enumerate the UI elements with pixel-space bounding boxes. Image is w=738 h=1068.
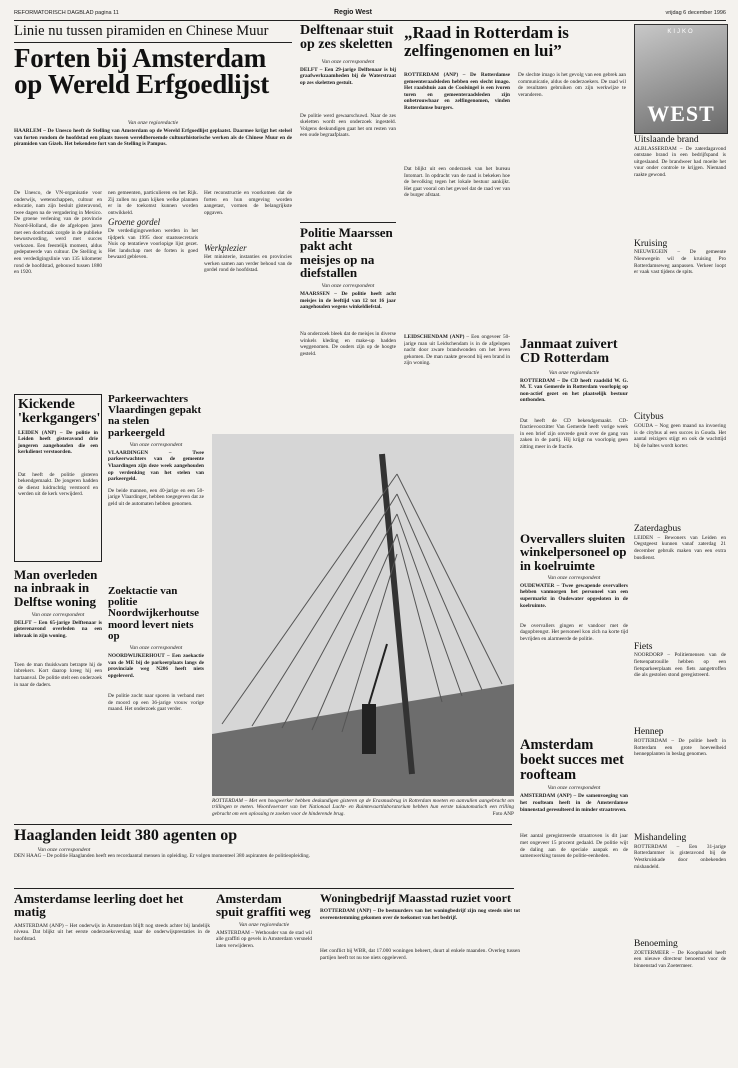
brief-8-body: ZOETERMEER – De Koophandel heeft een nieuwe directeur benoemd voor de binnenstad van Zoetermeer. — [634, 949, 726, 969]
graffiti-byline: Van onze regioredactie — [238, 921, 290, 928]
brief-1-body: ALBLASSERDAM – De zaterdagavond ontstane brand in een bedrijfspand is uitgeslaand. De brandweer had moeite het vuur onder controle te krijgen. Niemand raakte gewond. — [634, 145, 726, 179]
header-section: Regio West — [334, 9, 372, 16]
woning-lead: ROTTERDAM (ANP) – De bestuurders van het woningbedrijf zijn nog steeds niet tot overeenstemming gekomen over de toekomst van het bedrijf. — [320, 908, 520, 921]
janmaat-body: Dat heeft de CD bekendgemaakt. CD-fractievoorzitter Van Gemerde heeft vorige week in een brief zijn onvrede geuit over de gang van zaken in de partij. Hij krijgt nu voorlopig geen zitting meer in de fractie. — [520, 417, 628, 450]
main-byline: Van onze regioredactie — [127, 120, 179, 126]
photo-caption-text: ROTTERDAM – Met een hoogwerker hebben deskundigen gisteren op de Erasmusbrug in Rotterdam moeten en aanvullen aangebracht om trillingen te meten. Woordvoerster van het Nationaal Lucht- en Ruimtevaartlaboratorium hebben hun eerste tuiautomatisch een trilling gebracht om een oplossing te zoeken voor de hinderende brug. — [212, 798, 514, 817]
delft-body: De politie werd gewaarschuwd. Naar de zes skeletten wordt een onderzoek ingesteld. Volgens deskundigen gaat het om resten van een oude begraafplaats. — [300, 112, 396, 139]
right-column — [634, 136, 726, 1056]
main-headline: Forten bij Amsterdam op Wereld Erfgoedlijst — [14, 43, 269, 99]
story-zoek — [108, 586, 204, 818]
delft-lead: DELFT – Een 29-jarige Delftenaar is bij graafwerkzaamheden bij de Waterstraat op zes skeletten gestuit. — [300, 66, 396, 86]
leerling-headline: Amsterdamse leerling doet het matig — [14, 891, 184, 920]
kicker: Linie nu tussen piramiden en Chinese Muur — [14, 23, 269, 39]
story-maarssen — [300, 226, 396, 426]
photo-credit: Foto ANP — [492, 810, 514, 817]
zoek-body: De politie zocht naar sporen in verband met de moord op een 36-jarige vrouw vorige maand. Het onderzoek gaat verder. — [108, 693, 204, 713]
raad-headline: „Raad in Rotterdam is zelfingenomen en lui” — [404, 23, 569, 60]
main-col3: Het reconstructie en voorkomen dat de forten en hun omgeving worden aangetast, vormen de belangrijkste opgaven. — [204, 190, 292, 216]
zoek-byline: Van onze correspondent — [129, 645, 183, 652]
parkeer-byline: Van onze correspondent — [129, 441, 183, 448]
graffiti-headline: Amsterdam spuit graffiti weg — [216, 891, 311, 920]
brief-7-body: ROTTERDAM – Een 31-jarige Rotterdammer is gisteravond bij de Westkruiskade door onbekenden mishandeld. — [634, 843, 726, 870]
amsterdam-headline: Amsterdam boekt succes met roofteam — [520, 737, 624, 783]
brief-7-head: Mishandeling — [634, 833, 687, 844]
brief-5-head: Fiets — [634, 641, 653, 652]
overvallers-byline: Van onze correspondent — [547, 574, 601, 581]
haaglanden-headline: Haaglanden leidt 380 agenten op — [14, 827, 238, 844]
brief-4-head: Zaterdagbus — [634, 524, 681, 535]
logo — [634, 24, 728, 134]
story-kickende — [14, 394, 102, 562]
story-overvallers — [520, 532, 628, 728]
haaglanden-byline: Van onze correspondent — [37, 847, 91, 854]
inbraak-body: Toen de man thuiskwam betrapte hij de inbrekers. Kort daarop kreeg hij een hartaanval. De politie stelt een onderzoek in naar de daders. — [14, 661, 102, 688]
bridge-illustration — [212, 434, 514, 796]
story-raad — [404, 24, 626, 344]
graffiti-body: AMSTERDAM – Wethouder van de stad wil alle graffiti op gevels in Amsterdam versneld laten verwijderen. — [216, 929, 312, 949]
brief-6-body: ROTTERDAM – De politie heeft in Rotterdam een grote hoeveelheid hennepplanten in beslag genomen. — [634, 738, 726, 758]
brief-4-body: LEIDEN – Bewoners van Leiden en Oegstgeest kunnen vanaf zaterdag 21 december gebruik maken van een extra busdienst. — [634, 534, 726, 561]
header-date: vrijdag 6 december 1996 — [665, 10, 726, 16]
story-leerling — [14, 892, 210, 1052]
logo-label: KIJKO — [667, 29, 695, 35]
zoek-lead: NOORDWIJKERHOUT – Een zoekactie van de ME bij de parkeerplaats langs de provinciale weg N206 heeft niets opgeleverd. — [108, 653, 204, 679]
parkeer-headline: Parkeerwachters Vlaardingen gepakt na stelen parkeergeld — [108, 393, 202, 439]
woning-headline: Woningbedrijf Maasstad ruziet voort — [320, 891, 511, 905]
overvallers-body: De overvallers gingen er vandoor met de dagopbrengst. Het personeel kon zich na korte tijd bevrijden en alarmeerde de politie. — [520, 622, 628, 642]
raad-body: Dat blijkt uit een onderzoek van het bureau Intomart. In opdracht van de raad is bekeken hoe de bevolking tegen het lokale bestuur aankijkt. Het gaat vooral om het gevoel dat de raad ver van de burger afstaat. — [404, 166, 510, 199]
janmaat-byline: Van onze regioredactie — [548, 369, 600, 376]
story-parkeer — [108, 394, 204, 580]
inbraak-lead: DELFT – Een 65-jarige Delftenaar is gisterenavond overleden na een inbraak in zijn woning. — [14, 619, 102, 639]
maarssen-byline: Van onze correspondent — [321, 283, 375, 289]
zoek-headline: Zoektactie van politie Noordwijkerhoutse moord levert niets op — [108, 585, 200, 642]
story-janmaat — [520, 338, 628, 518]
main-story — [14, 24, 292, 426]
kickende-headline: Kickende 'kerkgangers' — [18, 397, 101, 427]
brief-6-head: Hennep — [634, 727, 664, 738]
story-delftenaar — [300, 24, 396, 220]
amsterdam-byline: Van onze correspondent — [547, 785, 601, 792]
story-leidschendam — [404, 334, 510, 394]
raad-lead: ROTTERDAM (ANP) – De Rotterdamse gemeenteraadsleden hebben een slecht imago. Het raadshuis aan de Coolsingel is een ivoren toren en gemeenteraadsleden zijn onbetrouwbaar en zelfingenomen, vinden Rotterdamse burgers. — [404, 72, 510, 111]
janmaat-lead: ROTTERDAM – De CD heeft raadslid W. G. M. T. van Gemerde in Rotterdam voorlopig op non-actief gezet en het plaatselijk bestuur ontbonden. — [520, 377, 628, 404]
delft-headline: Delftenaar stuit op zes skeletten — [300, 23, 394, 53]
main-sub2: Werkplezier — [204, 243, 247, 253]
brief-1-head: Uitslaande brand — [634, 135, 699, 145]
story-graffiti — [216, 892, 312, 1052]
woning-body: Het conflict bij WBR, dat 17.000 woningen beheert, duurt al enkele maanden. Overleg tussen partijen heeft tot nu toe niets opgeleverd. — [320, 948, 520, 961]
maarssen-headline: Politie Maarssen pakt acht meisjes op na diefstallen — [300, 225, 393, 280]
inbraak-headline: Man overleden na inbraak in Delftse woning — [14, 567, 98, 609]
main-col2: nen gemeenten, particulieren en het Rijk. Zij zullen nu gaan kijken welke plannen er in de toekomst kunnen worden ontwikkeld. — [108, 190, 198, 216]
main-lead: HAARLEM – De Unesco heeft de Stelling van Amsterdam op de Wereld Erfgoedlijst geplaatst. Daarmee krijgt het stelsel van forten rondom de hoofdstad een plaats tussen wereldberoemde cultuurhistorische werken als de Chinese Muur en de piramiden van Gizeh. Het bekendste fort van de Stelling is Pampus. — [14, 128, 292, 148]
leidschendam-label: LEIDSCHENDAM (ANP) — [404, 334, 465, 340]
header-left: REFORMATORISCH DAGBLAD pagina 11 — [14, 10, 119, 16]
brief-8-head: Benoeming — [634, 938, 678, 949]
amsterdam-body: Het aantal geregistreerde straatroven is dit jaar met ongeveer 15 procent gedaald. De politie wijt de daling aan de speciale aanpak en de samenwerking tussen de politie-eenheden. — [520, 833, 628, 860]
brief-2-body: NIEUWEGEIN – De gemeente Nieuwegein wil de kruising Pro Rotterdamseweg aanpassen. Verkeer loopt er vaak vast tijdens de spits. — [634, 249, 726, 276]
main-col1: De Unesco, de VN-organisatie voor onderwijs, wetenschappen, cultuur en educatie, nam zijn besluit gisteravond, twee dagen na de vergadering in Mexico. De groene verlening van de provincie Noord-Holland, die de afgelopen jaren met een doorbraak zorgde in de publieke bewustwording, werd met succes verkozen. Een feestelijk moment, aldus gedeputeerde van cultuur. De Stelling is een verdedigingslinie van 135 kilometer rond de hoofdstad, gebouwd tussen 1880 en 1920. — [14, 190, 102, 276]
page-header — [14, 8, 726, 21]
janmaat-headline: Janmaat zuivert CD Rotterdam — [520, 337, 618, 367]
brief-5-body: NOORDORP – Politiemensen van de fietsenpatrouille hebben op een fietsparkeerplaats een fiets aangetroffen die als gestolen stond geregistreerd. — [634, 652, 726, 679]
parkeer-lead: VLAARDINGEN – Twee parkeerwachters van de gemeente Vlaardingen zijn deze week aangehouden op verdenking van het stelen van parkeergeld. — [108, 449, 204, 483]
brief-2-head: Kruising — [634, 238, 668, 249]
brief-3-body: GOUDA – Nog geen maand na invoering is de citybus al een succes in Gouda. Het aantal reizigers stijgt en ook de wachttijd bij de haltes wordt korter. — [634, 423, 726, 449]
kickende-lead: LEIDEN (ANP) – De politie in Leiden heeft gisteravond drie jongeren aangehouden die een kerkdienst verstoorden. — [18, 429, 98, 456]
inbraak-byline: Van onze correspondent — [31, 611, 85, 618]
brief-3-head: Citybus — [634, 412, 664, 423]
kickende-body: Dat heeft de politie gisteren bekendgemaakt. De jongeren hadden de dienst luidruchtig verstoord en werden uit de kerk verwijderd. — [18, 471, 98, 498]
main-col2b: De verdedigingswerken werden in het tijdperk van 1995 door staatssecretaris Nuis op tentatieve voorlopige lijst gezet. Het landschap met de forten is goed bewaard gebleven. — [108, 228, 198, 261]
leidschendam-body: – Een ongeveer 50-jarige man uit Leidschendam is in de afgelopen nacht door zware brandwonden om het leven gekomen. De man raakte gewond bij een brand in zijn woning. — [404, 334, 510, 367]
parkeer-body: De beide mannen, een 40-jarige en een 50-jarige Vlaardinger, hebben toegegeven dat ze geld uit de automaten hebben genomen. — [108, 487, 204, 508]
main-col3b: Het ministerie, instanties en provincies werken samen aan verder behoud van de gordel rond de hoofdstad. — [204, 254, 292, 274]
maarssen-lead: MAARSSEN – De politie heeft acht meisjes in de leeftijd van 12 tot 16 jaar aangehouden wegens winkeldiefstal. — [300, 291, 396, 311]
story-inbraak — [14, 568, 102, 818]
overvallers-lead: OUDEWATER – Twee gewapende overvallers hebben vanmorgen het personeel van een supermarkt in Oudewater opgesloten in de koelruimte. — [520, 582, 628, 609]
story-woning — [320, 892, 520, 1052]
leerling-body: AMSTERDAM (ANP) – Het onderwijs in Amsterdam blijft nog steeds achter bij landelijk niveau. Dat blijkt uit het eerste onderzoeksverslag naar de onderwijsprestaties in de hoofdstad. — [14, 922, 210, 942]
story-amsterdam — [520, 738, 628, 988]
maarssen-body: Na onderzoek bleek dat de meisjes in diverse winkels kleding en make-up hadden weggenomen. De ouders zijn op de hoogte gesteld. — [300, 331, 396, 357]
amsterdam-lead: AMSTERDAM (ANP) – De samenvoeging van het roofteam heeft in de Amsterdamse binnenstad geresulteerd in minder straatroven. — [520, 793, 628, 813]
delft-byline: Van onze correspondent — [321, 58, 375, 65]
bridge-photo — [212, 434, 514, 796]
logo-title: WEST — [647, 101, 715, 126]
newspaper-page — [14, 8, 726, 1060]
haaglanden-body: DEN HAAG – De politie Haaglanden heeft een recordaantal mensen in opleiding. Er volgen momenteel 380 aspiranten de politieopleiding. — [14, 853, 310, 860]
overvallers-headline: Overvallers sluiten winkelpersoneel op in koelruimte — [520, 531, 627, 573]
story-haaglanden — [14, 828, 512, 884]
raad-body2: De slechte imago is het gevolg van een gebrek aan communicatie, aldus de onderzoekers. De raad wil de resultaten gebruiken om zijn werkwijze te veranderen. — [518, 72, 626, 98]
main-sub1: Groene gordel — [108, 217, 161, 227]
